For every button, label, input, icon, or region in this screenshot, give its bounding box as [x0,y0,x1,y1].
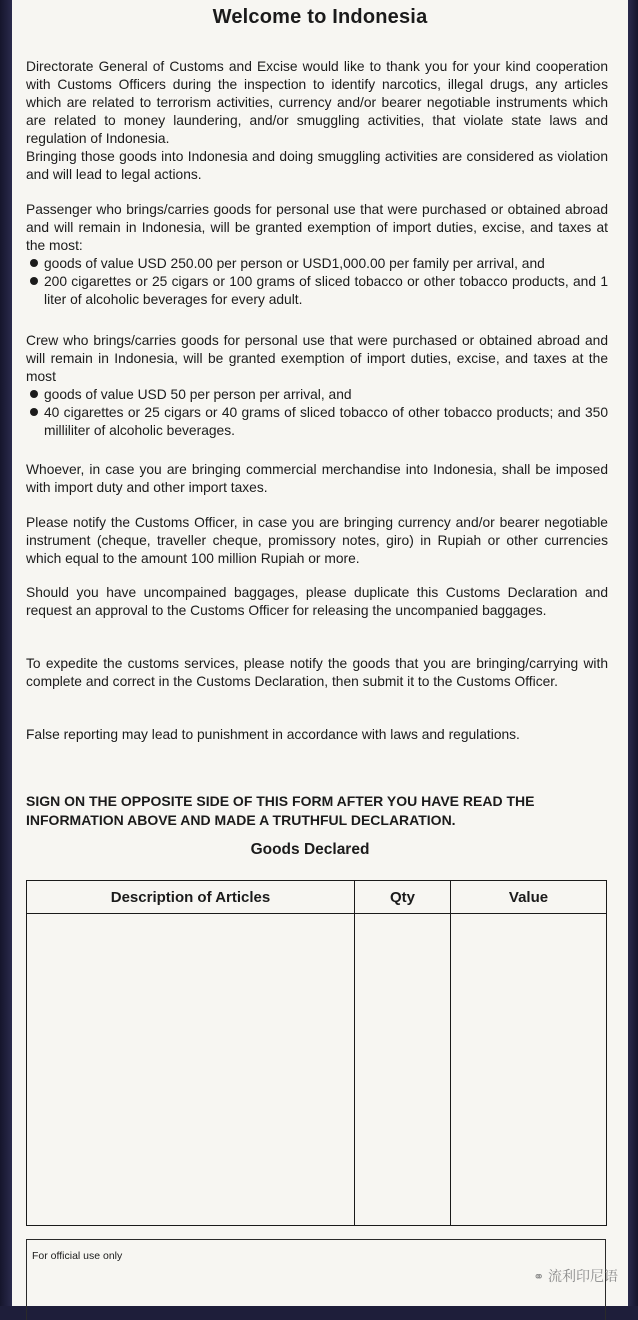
intro-warning: Bringing those goods into Indonesia and doing smuggling activities are considered as violation and will lead to legal actions. [26,149,608,182]
column-header-description: Description of Articles [27,881,355,914]
crew-section [26,332,608,440]
column-header-value: Value [451,881,607,914]
false-reporting-paragraph: False reporting may lead to punishment in accordance with laws and regulations. [26,727,520,742]
crew-text: Crew who brings/carries goods for personal use that were purchased or obtained abroad and will remain in Indonesia, will be granted exemption of import duties, excise, and taxes at the most [26,333,608,384]
expedite-paragraph: To expedite the customs services, please notify the goods that you are bringing/carrying with complete and correct in the Customs Declaration, then submit it to the Customs Officer. [26,656,608,689]
bullet-icon [30,390,38,398]
goods-declared-table [26,880,607,1226]
goods-declared-title: Goods Declared [250,841,370,858]
passenger-bullet: 200 cigarettes or 25 cigars or 100 grams of sliced tobacco or other tobacco products, and 1 liter of alcoholic beverages for every adult. [26,273,608,309]
passenger-section [26,201,608,309]
watermark-text: 流利印尼语 [548,1268,618,1284]
page-title: Welcome to Indonesia [212,6,428,28]
currency-paragraph: Please notify the Customs Officer, in case you are bringing currency and/or bearer negotiable instrument (cheque, traveller cheque, promissory notes, giro) in Rupiah or other currencies which equal to the amount 100 million Rupiah or more. [26,515,608,566]
customs-form-page [12,0,628,1306]
official-use-box [26,1239,606,1320]
intro-paragraph: Directorate General of Customs and Excise would like to thank you for your kind cooperation with Customs Officers during the inspection to identify narcotics, illegal drugs, any articles which are related to terrorism activities, currency and/or bearer negotiable instruments which are related to money laundering, and/or smuggling activities, that violate state laws and regulation of Indonesia. [26,59,608,146]
passenger-text: Passenger who brings/carries goods for personal use that were purchased or obtained abroad and will remain in Indonesia, will be granted exemption of import duties, excise, and taxes at the most: [26,202,608,253]
watermark [533,1266,618,1286]
qty-input-cell[interactable] [355,914,451,1226]
bullet-icon [30,277,38,285]
baggage-paragraph: Should you have uncompained baggages, please duplicate this Customs Declaration and request an approval to the Customs Officer for releasing the uncompanied baggages. [26,585,608,618]
crew-bullet: goods of value USD 50 per person per arrival, and [26,386,608,404]
scan-edge-left [0,0,12,1306]
crew-bullet: 40 cigarettes or 25 cigars or 40 grams of sliced tobacco of other tobacco products; and 350 milliliter of alcoholic beverages. [26,404,608,440]
value-input-cell[interactable] [451,914,607,1226]
bullet-icon [30,259,38,267]
bullet-icon [30,408,38,416]
scan-edge-right [628,0,638,1306]
intro-section [26,58,608,184]
passenger-bullet: goods of value USD 250.00 per person or USD1,000.00 per family per arrival, and [26,255,608,273]
description-input-cell[interactable] [27,914,355,1226]
column-header-qty: Qty [355,881,451,914]
commercial-paragraph: Whoever, in case you are bringing commercial merchandise into Indonesia, shall be imposed with import duty and other import taxes. [26,462,608,495]
sign-notice: SIGN ON THE OPPOSITE SIDE OF THIS FORM AFTER YOU HAVE READ THE INFORMATION ABOVE AND MADE A TRUTHFUL DECLARATION. [26,793,535,828]
wechat-icon: ⚭ [533,1269,545,1284]
official-use-label: For official use only [32,1250,123,1262]
